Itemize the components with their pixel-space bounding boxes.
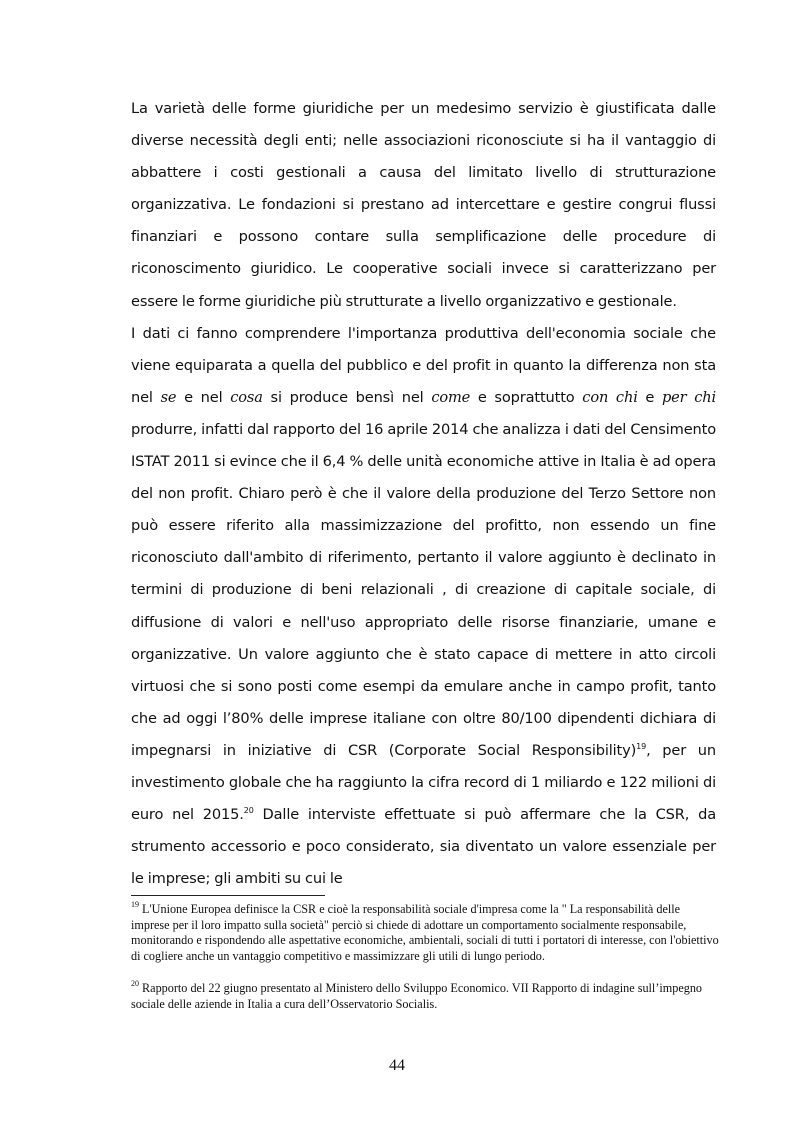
text-segment: si produce bensì nel [262,388,432,406]
footnote-19 [131,902,721,965]
italic-term-con-chi: con chi [582,388,638,406]
footnote-ref-19[interactable]: 19 [636,741,647,751]
paragraph-text: La varietà delle forme giuridiche per un medesimo servizio è giustificata dalle diverse necessità degli enti; nelle associazioni riconosciute si ha il vantaggio di abbattere i costi gestionali a causa del limitato livello di strutturazione organizzativa. Le fondazioni si prestano ad intercettare e gestire congrui flussi finanziari e possono contare sulla semplificazione delle procedure di riconoscimento giuridico. Le cooperative sociali invece si caratterizzano per essere le forme giuridiche più strutturate a livello organizzativo e gestionale. [131,100,716,310]
text-segment: e nel [176,388,231,406]
footnote-20 [131,978,721,1012]
footnote-separator [131,895,325,896]
text-segment: e [637,388,662,406]
footnote-text: L'Unione Europea definisce la CSR e cioè la responsabilità sociale d'impresa come la " La responsabilità delle imprese per il loro impatto sulla società" perciò si chiede di adottare un comportamento socialmente responsabile, monitorando e rispondendo alle aspettative economiche, ambientali, sociali di tutti i portatori di interesse, con l'obiettivo di cogliere anche un vantaggio competitivo e massimizzare gli utili di lungo periodo. [131,902,719,964]
paragraph-economia-sociale [131,318,716,896]
text-segment: I dati ci fanno comprendere l'importanza produttiva dell'economia sociale che viene equiparata a quella del pubblico e del profit in quanto la differenza non sta nel [131,324,716,406]
italic-term-come: come [431,388,471,406]
text-segment: produrre, infatti dal rapporto del 16 aprile 2014 che analizza i dati del Censimento ISTAT 2011 si evince che il 6,4 % delle unità economiche attive in Italia è ad opera del non profit. Chiaro però è che il valore della produzione del Terzo Settore non può essere riferito alla massimizzazione del profitto, non essendo un fine riconosciuto dall'ambito di riferimento, pertanto il valore aggiunto è declinato in termini di produzione di beni relazionali , di creazione di capitale sociale, di diffusione di valori e nell'uso appropriato delle risorse finanziarie, umane e organizzative. Un valore aggiunto che è stato capace di mettere in atto circoli virtuosi che si sono posti come esempi da emulare anche in campo profit, tanto che ad oggi l’80% delle imprese italiane con oltre 80/100 dipendenti dichiara di impegnarsi in iniziative di CSR (Corporate Social Responsibility) [131,420,716,759]
body-text [131,93,716,895]
footnote-ref-20[interactable]: 20 [243,806,254,816]
italic-term-cosa: cosa [230,388,263,406]
footnote-text: Rapporto del 22 giugno presentato al Ministero dello Sviluppo Economico. VII Rapporto di indagine sull’impegno sociale delle aziende in Italia a cura dell’Osservatorio Socialis. [131,980,703,1011]
footnote-number: 20 [131,978,139,988]
paragraph-forme-giuridiche [131,93,716,318]
text-segment: e soprattutto [470,388,583,406]
italic-term-se: se [160,388,177,406]
page-number: 44 [389,1057,405,1074]
footnotes [131,902,721,1012]
italic-term-per-chi: per chi [661,388,716,406]
footnote-number: 19 [131,900,139,909]
text-segment: , per un investimento globale che ha raggiunto la cifra record di 1 miliardo e 122 milioni di euro nel 2015. [131,741,716,824]
text-segment: Dalle interviste effettuate si può affermare che la CSR, da strumento accessorio e poco considerato, sia diventato un valore essenziale per le imprese; gli ambiti su cui le [131,806,717,888]
